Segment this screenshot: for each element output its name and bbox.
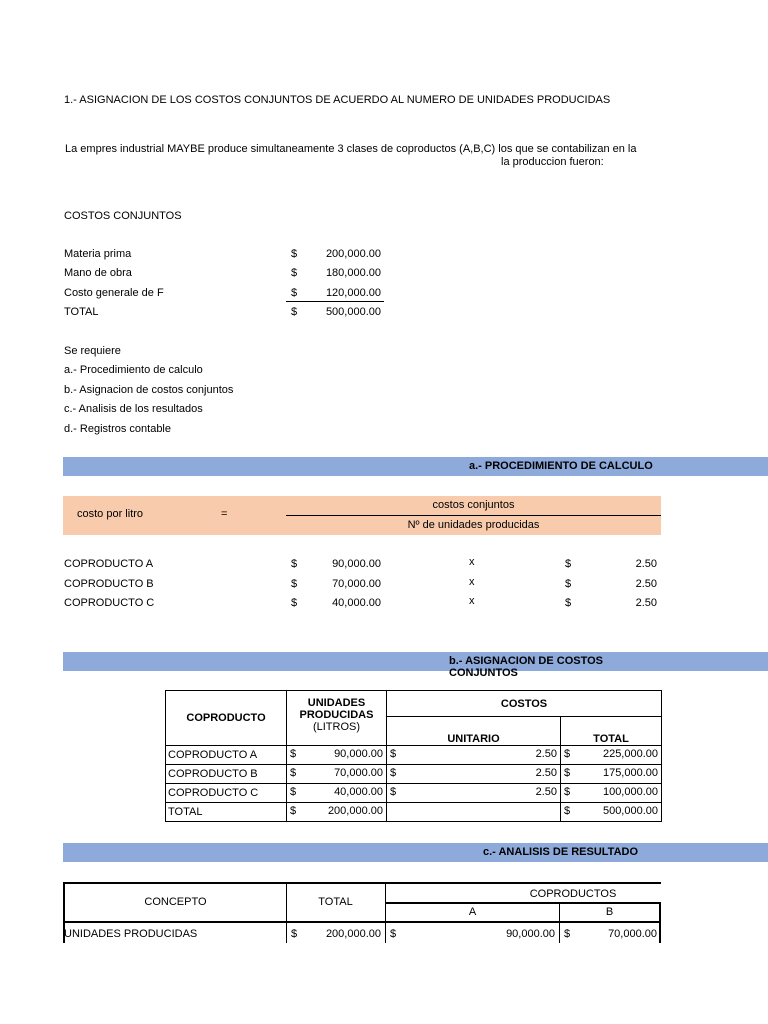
section-b-band (63, 652, 768, 679)
section-c-title: c.- ANALISIS DE RESULTADO (483, 846, 639, 858)
calc-label: COPRODUCTO B (64, 578, 154, 590)
row-units (287, 784, 387, 803)
table-c-divider (286, 883, 287, 943)
cost-amount: 120,000.00 (325, 287, 381, 299)
calc-amount: 90,000.00 (332, 558, 381, 570)
requirement-item: c.- Analisis de los resultados (64, 403, 203, 415)
unit-cost-value: 2.50 (535, 767, 557, 779)
row-b: 70,000.00 (608, 928, 657, 940)
header-coproducto: COPRODUCTO (166, 691, 287, 746)
requirement-item: a.- Procedimiento de calculo (64, 364, 203, 376)
requirements-heading: Se requiere (64, 345, 121, 357)
currency-symbol: $ (291, 578, 298, 590)
table-c-sub-border (385, 902, 661, 904)
units-value: 40,000.00 (334, 786, 383, 798)
header-total: TOTAL (561, 717, 662, 746)
row-total-cost (561, 765, 662, 784)
formula-box (63, 496, 661, 535)
cost-label: Materia prima (64, 248, 132, 260)
requirement-item: b.- Asignacion de costos conjuntos (64, 384, 234, 396)
fraction-bar (286, 515, 661, 516)
units-value: 90,000.00 (334, 748, 383, 760)
currency-symbol: $ (290, 786, 297, 798)
total-row-units (287, 803, 387, 822)
table-row (166, 784, 662, 803)
currency-symbol: $ (291, 306, 298, 318)
header-unidades-line: UNIDADES (307, 697, 366, 709)
cost-total-amount: 500,000.00 (325, 306, 381, 318)
calc-operator: x (469, 576, 475, 588)
calc-rate: 2.50 (635, 558, 657, 570)
row-unit-cost (387, 765, 561, 784)
cost-amount: 180,000.00 (325, 267, 381, 279)
currency-symbol: $ (564, 748, 571, 760)
header-a: A (468, 906, 477, 918)
calc-label: COPRODUCTO C (64, 597, 155, 609)
header-unidades-line: (LITROS) (312, 721, 361, 733)
formula-lhs: costo por litro (77, 508, 144, 520)
row-name: COPRODUCTO A (166, 746, 287, 765)
table-row (166, 746, 662, 765)
header-coproductos: COPRODUCTOS (529, 888, 617, 900)
row-name: COPRODUCTO C (166, 784, 287, 803)
requirement-item: d.- Registros contable (64, 423, 171, 435)
row-unit-cost (387, 746, 561, 765)
table-row (166, 765, 662, 784)
calc-operator: x (469, 556, 475, 568)
page-title: 1.- ASIGNACION DE LOS COSTOS CONJUNTOS DE ACUERDO AL NUMERO DE UNIDADES PRODUCIDAS (64, 94, 611, 106)
currency-symbol: $ (390, 928, 397, 940)
formula-equals: = (221, 508, 228, 520)
intro-text: La empres industrial MAYBE produce simultaneamente 3 clases de coproductos (A,B,C) los que se contabilizan en la (65, 143, 637, 155)
table-total-row (166, 803, 662, 822)
currency-symbol: $ (290, 748, 297, 760)
currency-symbol: $ (291, 267, 298, 279)
row-name: COPRODUCTO B (166, 765, 287, 784)
table-c-header-bottom (385, 921, 661, 923)
table-c-top-border (63, 882, 661, 884)
unit-cost-value: 2.50 (535, 786, 557, 798)
row-label: UNIDADES PRODUCIDAS (64, 928, 198, 940)
currency-symbol: $ (564, 928, 571, 940)
currency-symbol: $ (291, 287, 298, 299)
total-cost-value: 500,000.00 (602, 805, 659, 817)
currency-symbol: $ (564, 767, 571, 779)
header-costos: COSTOS (387, 691, 662, 717)
row-unit-cost (387, 784, 561, 803)
total-cost-value: 100,000.00 (602, 786, 659, 798)
calc-amount: 40,000.00 (332, 597, 381, 609)
row-total-cost (561, 746, 662, 765)
currency-symbol: $ (290, 805, 297, 817)
header-unidades-line: PRODUCIDAS (299, 709, 374, 721)
formula-denominator: Nº de unidades producidas (407, 519, 540, 531)
total-row-name: TOTAL (166, 803, 287, 822)
row-units (287, 765, 387, 784)
currency-symbol: $ (390, 767, 397, 779)
currency-symbol: $ (565, 597, 572, 609)
header-concepto: CONCEPTO (144, 896, 207, 908)
formula-numerator: costos conjuntos (432, 499, 515, 511)
header-b: B (605, 906, 614, 918)
currency-symbol: $ (390, 748, 397, 760)
calc-amount: 70,000.00 (332, 578, 381, 590)
total-cost-value: 175,000.00 (602, 767, 659, 779)
total-cost-value: 225,000.00 (602, 748, 659, 760)
table-c-header-bottom (63, 921, 385, 923)
row-a: 90,000.00 (506, 928, 555, 940)
section-a-band (63, 457, 768, 476)
units-value: 70,000.00 (334, 767, 383, 779)
section-b-title: b.- ASIGNACION DE COSTOS CONJUNTOS (449, 655, 604, 679)
row-units (287, 746, 387, 765)
sum-underline (286, 301, 384, 302)
currency-symbol: $ (564, 805, 571, 817)
currency-symbol: $ (565, 558, 572, 570)
currency-symbol: $ (564, 786, 571, 798)
unit-cost-value: 2.50 (535, 748, 557, 760)
costs-heading: COSTOS CONJUNTOS (64, 210, 182, 222)
currency-symbol: $ (291, 928, 298, 940)
currency-symbol: $ (565, 578, 572, 590)
header-unidades (287, 691, 387, 746)
currency-symbol: $ (390, 786, 397, 798)
cost-amount: 200,000.00 (325, 248, 381, 260)
section-a-title: a.- PROCEDIMIENTO DE CALCULO (469, 460, 653, 472)
units-value: 200,000.00 (327, 805, 383, 817)
calc-label: COPRODUCTO A (64, 558, 154, 570)
cost-label: Mano de obra (64, 267, 132, 279)
header-total: TOTAL (318, 896, 353, 908)
table-c-right-border (659, 903, 661, 943)
calc-operator: x (469, 595, 475, 607)
header-unitario: UNITARIO (387, 717, 561, 746)
total-row-empty (387, 803, 561, 822)
currency-symbol: $ (291, 597, 298, 609)
total-row-cost (561, 803, 662, 822)
allocation-table (165, 690, 662, 822)
section-c-band (63, 843, 768, 862)
row-total-cost (561, 784, 662, 803)
calc-rate: 2.50 (635, 578, 657, 590)
cost-label: Costo generale de F (64, 287, 164, 299)
intro-text-continued: la produccion fueron: (501, 156, 604, 168)
row-total: 200,000.00 (325, 928, 381, 940)
currency-symbol: $ (291, 248, 298, 260)
currency-symbol: $ (291, 558, 298, 570)
cost-total-label: TOTAL (64, 306, 99, 318)
calc-rate: 2.50 (635, 597, 657, 609)
currency-symbol: $ (290, 767, 297, 779)
